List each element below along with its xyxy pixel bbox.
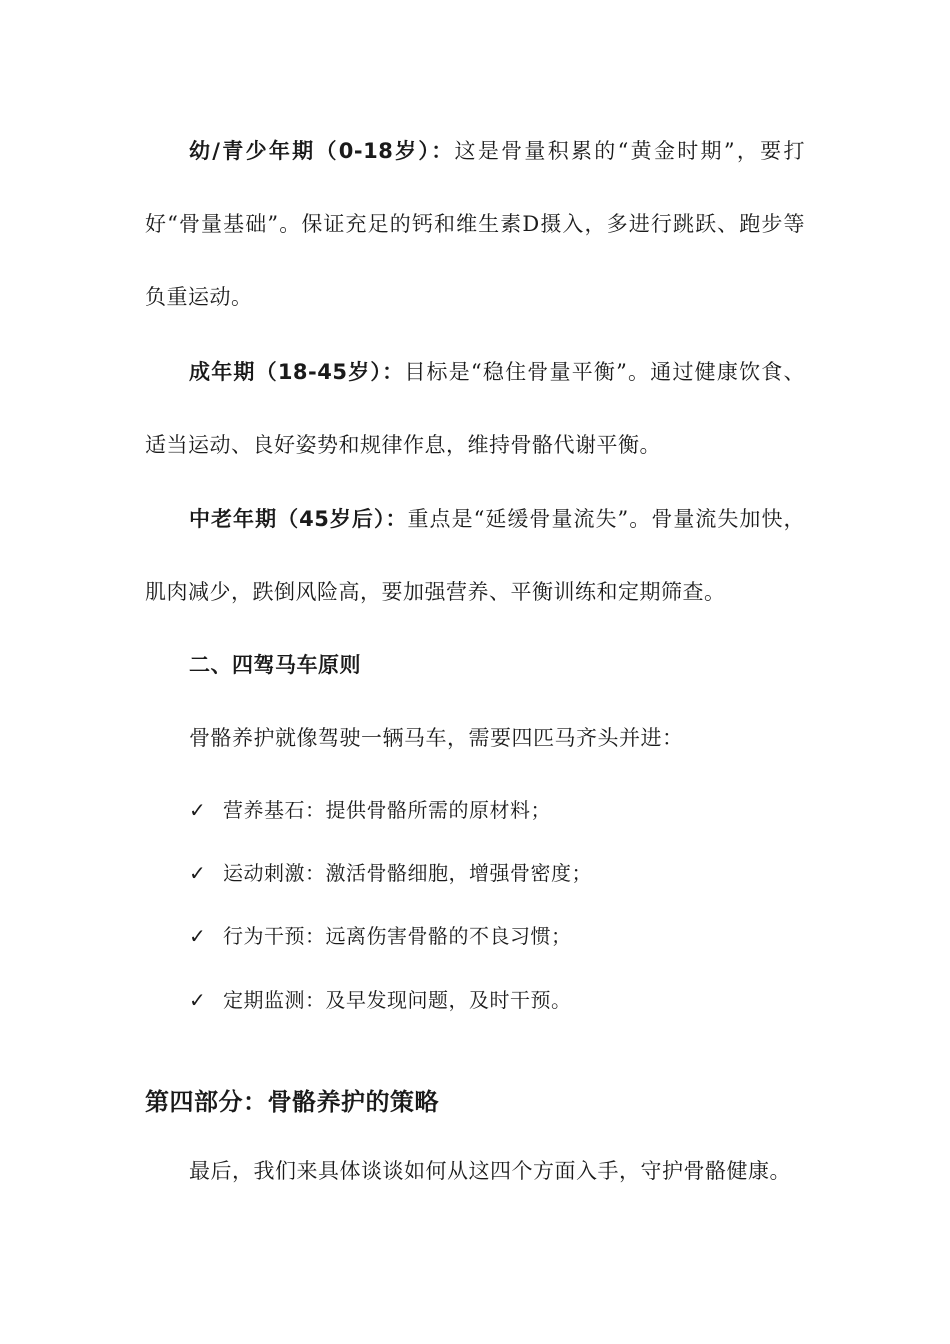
checklist-item-text: 定期监测：及早发现问题，及时干预。 [223,988,572,1012]
checklist-item-text: 营养基石：提供骨骼所需的原材料； [223,798,551,822]
checklist-item [189,921,572,951]
paragraph-youth [145,115,805,334]
paragraph-text: 目标是“稳住骨量平衡”。通过健康饮食、适当运动、良好姿势和规律作息，维持骨骼代谢平衡。 [145,360,805,457]
paragraph-adult [145,336,805,482]
paragraph-lead: 中老年期（45岁后）： [189,507,408,531]
check-icon: ✓ [189,798,207,822]
subsection-title: 二、四驾马车原则 [189,653,361,677]
section-title: 第四部分：骨骼养护的策略 [145,1088,439,1116]
paragraph-lead: 成年期（18-45岁）： [189,360,405,384]
checklist-item [189,858,592,888]
checklist-item [189,985,572,1015]
section-intro: 最后，我们来具体谈谈如何从这四个方面入手，守护骨骼健康。 [189,1159,791,1183]
check-icon: ✓ [189,924,207,948]
checklist-item-text: 行为干预：远离伤害骨骼的不良习惯； [223,924,572,948]
paragraph-text: 这是骨量积累的“黄金时期”，要打好“骨量基础”。保证充足的钙和维生素D摄入，多进行跳跃、跑步等负重运动。 [145,139,805,309]
check-icon: ✓ [189,861,207,885]
checklist-item-text: 运动刺激：激活骨骼细胞，增强骨密度； [223,861,592,885]
check-icon: ✓ [189,988,207,1012]
subsection-intro: 骨骼养护就像驾驶一辆马车，需要四匹马齐头并进： [189,726,684,750]
paragraph-senior [145,483,805,629]
paragraph-text: 重点是“延缓骨量流失”。骨量流失加快，肌肉减少，跌倒风险高，要加强营养、平衡训练和定期筛查。 [145,507,805,604]
checklist-item [189,795,551,825]
paragraph-lead: 幼/青少年期（0-18岁）： [189,139,455,163]
